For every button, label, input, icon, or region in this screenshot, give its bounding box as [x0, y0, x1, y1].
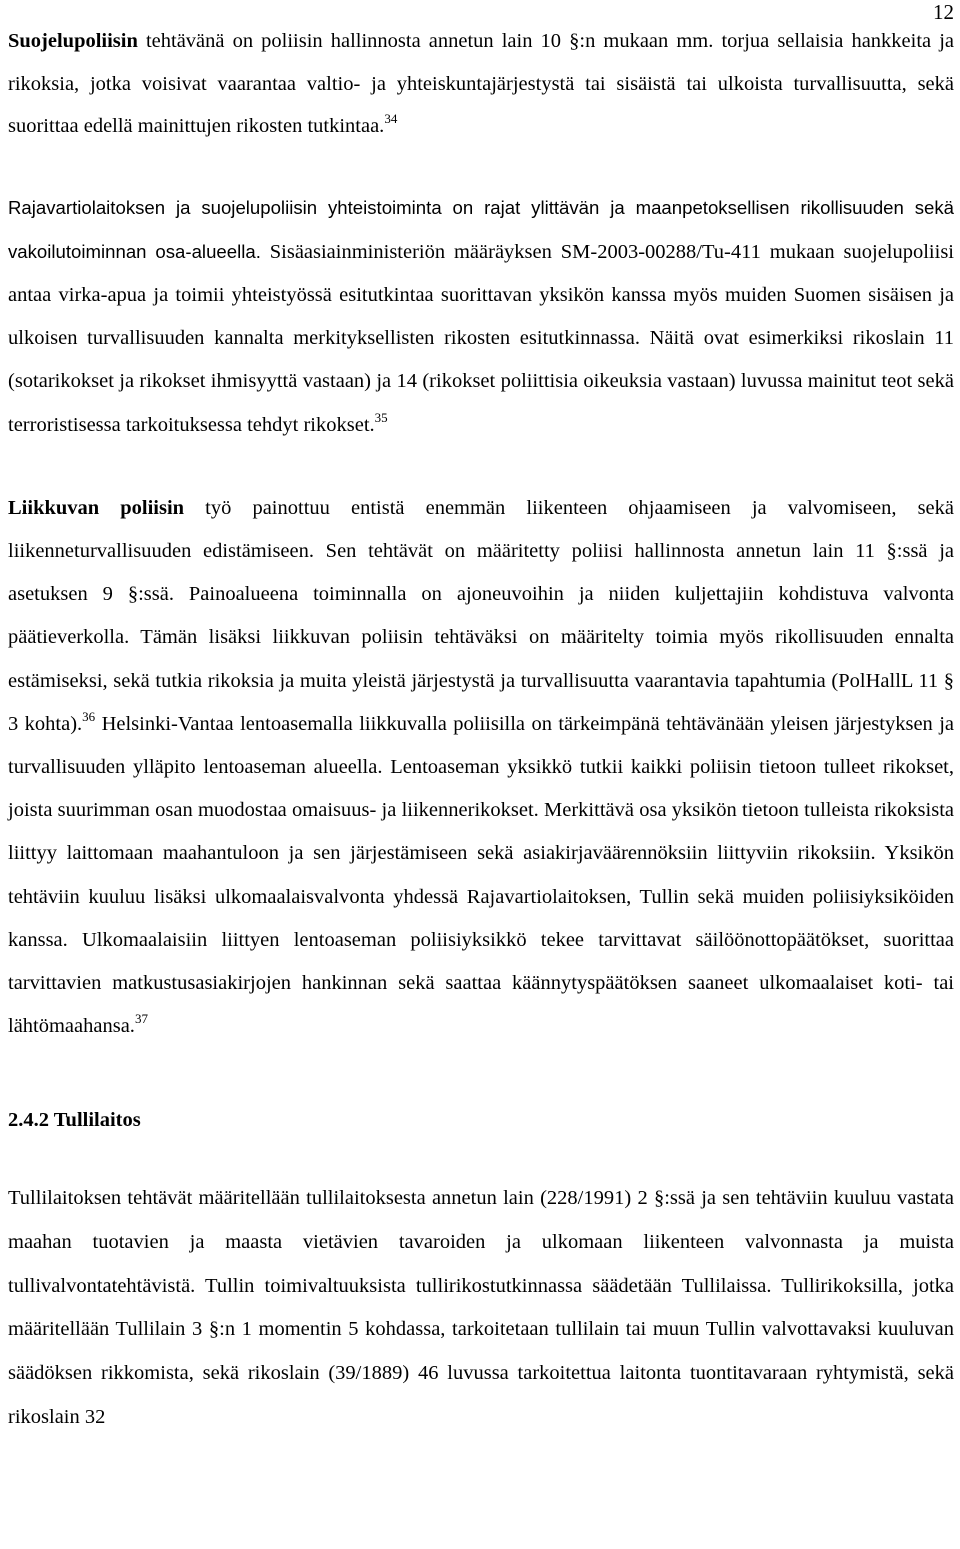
paragraph-rajavartiolaitos	[8, 186, 954, 447]
paragraph-suojelupoliisi	[8, 20, 954, 148]
paragraph-tullilaitos	[8, 1177, 954, 1439]
page-number: 12	[933, 0, 954, 24]
paragraph-text: Tullilaitoksen tehtävät määritellään tullilaitoksesta annetun lain (228/1991) 2 §:ssä ja sen tehtäviin kuuluu vastata maahan tuotavien ja maasta vietävien tavaroiden ja ulkomaan liikenteen valvonnasta ja muista tullivalvontatehtävistä. Tullin toimivaltuuksista tullirikostutkinnassa säädetään Tullilaissa. Tullirikoksilla, jotka määritellään Tullilain 3 §:n 1 momentin 5 kohdassa, tarkoitetaan tullilain tai muun Tullin valvottavaksi kuuluvan säädöksen rikkomista, sekä rikoslain (39/1889) 46 luvussa tarkoitettua laitonta tuontitavaraan ryhtymistä, sekä rikoslain 32	[8, 1187, 954, 1428]
footnote-ref-34: 34	[384, 111, 398, 126]
paragraph-text-continued: Helsinki-Vantaa lentoasemalla liikkuvalla poliisilla on tärkeimpänä tehtävänään yleisen järjestyksen ja turvallisuuden ylläpito lentoaseman alueella. Lentoaseman yksikkö tutkii kaikki poliisin tietoon tulleet rikokset, joista suurimman osan muodostaa omaisuus- ja liikennerikokset. Merkittävä osa yksikön tietoon tulleista rikoksista liittyy laittomaan maahantuloon ja sen järjestämiseen sekä asiakirjaväärennöksiin liittyviin rikoksiin. Yksikön tehtäviin kuuluu lisäksi ulkomaalaisvalvonta yhdessä Rajavartiolaitoksen, Tullin sekä muiden poliisiyksiköiden kanssa. Ulkomaalaisiin liittyen lentoaseman poliisiyksikkö tekee tarvittavat säilöönottopäätökset, suorittaa tarvittavien matkustusasiakirjojen hankinnan sekä saattaa käännytyspäätöksen saaneet ulkomaalaiset koti- tai lähtömaahansa.	[8, 712, 954, 1038]
section-heading: 2.4.2 Tullilaitos	[8, 1109, 141, 1132]
document-body	[8, 20, 954, 1440]
footnote-ref-36: 36	[82, 708, 96, 724]
paragraph-text: työ painottuu entistä enemmän liikenteen ohjaamiseen ja valvomiseen, sekä liikenneturvallisuuden edistämiseen. Sen tehtävät on määritetty poliisi hallinnosta annetun lain 11 §:ssä ja asetuksen 9 §:ssä. Painoalueena toiminnalla on ajoneuvoihin ja niiden kuljettajiin kohdistuva valvonta päätieverkolla. Tämän lisäksi liikkuvan poliisin tehtäväksi on määritelty toimia myös rikollisuuden ennalta estämiseksi, sekä tutkia rikoksia ja muita yleistä järjestystä ja turvallisuutta vaarantavia tapahtumia (PolHallL 11 § 3 kohta).	[8, 496, 954, 735]
paragraph-liikkuva-poliisi	[8, 487, 954, 1049]
paragraph-lead-term: Suojelupoliisin	[8, 30, 138, 52]
footnote-ref-37: 37	[134, 1011, 148, 1027]
paragraph-lead-term: Liikkuvan poliisin	[8, 496, 185, 519]
paragraph-text: Sisäasiainministeriön määräyksen SM-2003-00288/Tu-411 mukaan suojelupoliisi antaa virka-apua ja toimii yhteistyössä esitutkintaa suorittavan yksikön kanssa myös muiden Suomen sisäisen ja ulkoisen turvallisuuden kannalta merkityksellisten rikosten esitutkinnassa. Näitä ovat esimerkiksi rikoslain 11 (sotarikokset ja rikokset ihmisyyttä vastaan) ja 14 (rikokset poliittisia oikeuksia vastaan) luvussa mainitut teot sekä terroristisessa tarkoituksessa tehdyt rikokset.	[8, 240, 954, 436]
footnote-ref-35: 35	[374, 409, 388, 425]
paragraph-text: tehtävänä on poliisin hallinnosta annetun lain 10 §:n mukaan mm. torjua sellaisia hankkeita ja rikoksia, jotka voisivat vaarantaa valtio- ja yhteiskuntajärjestystä tai sisäistä tai ulkoista turvallisuutta, sekä suorittaa edellä mainittujen rikosten tutkintaa.	[8, 30, 954, 137]
paragraph-text-sans: Rajavartiolaitoksen ja suojelupoliisin yhteistoiminta on rajat ylittävän ja maanpetoksellisen rikollisuuden sekä vakoilutoiminnan osa-alueella.	[8, 196, 954, 262]
